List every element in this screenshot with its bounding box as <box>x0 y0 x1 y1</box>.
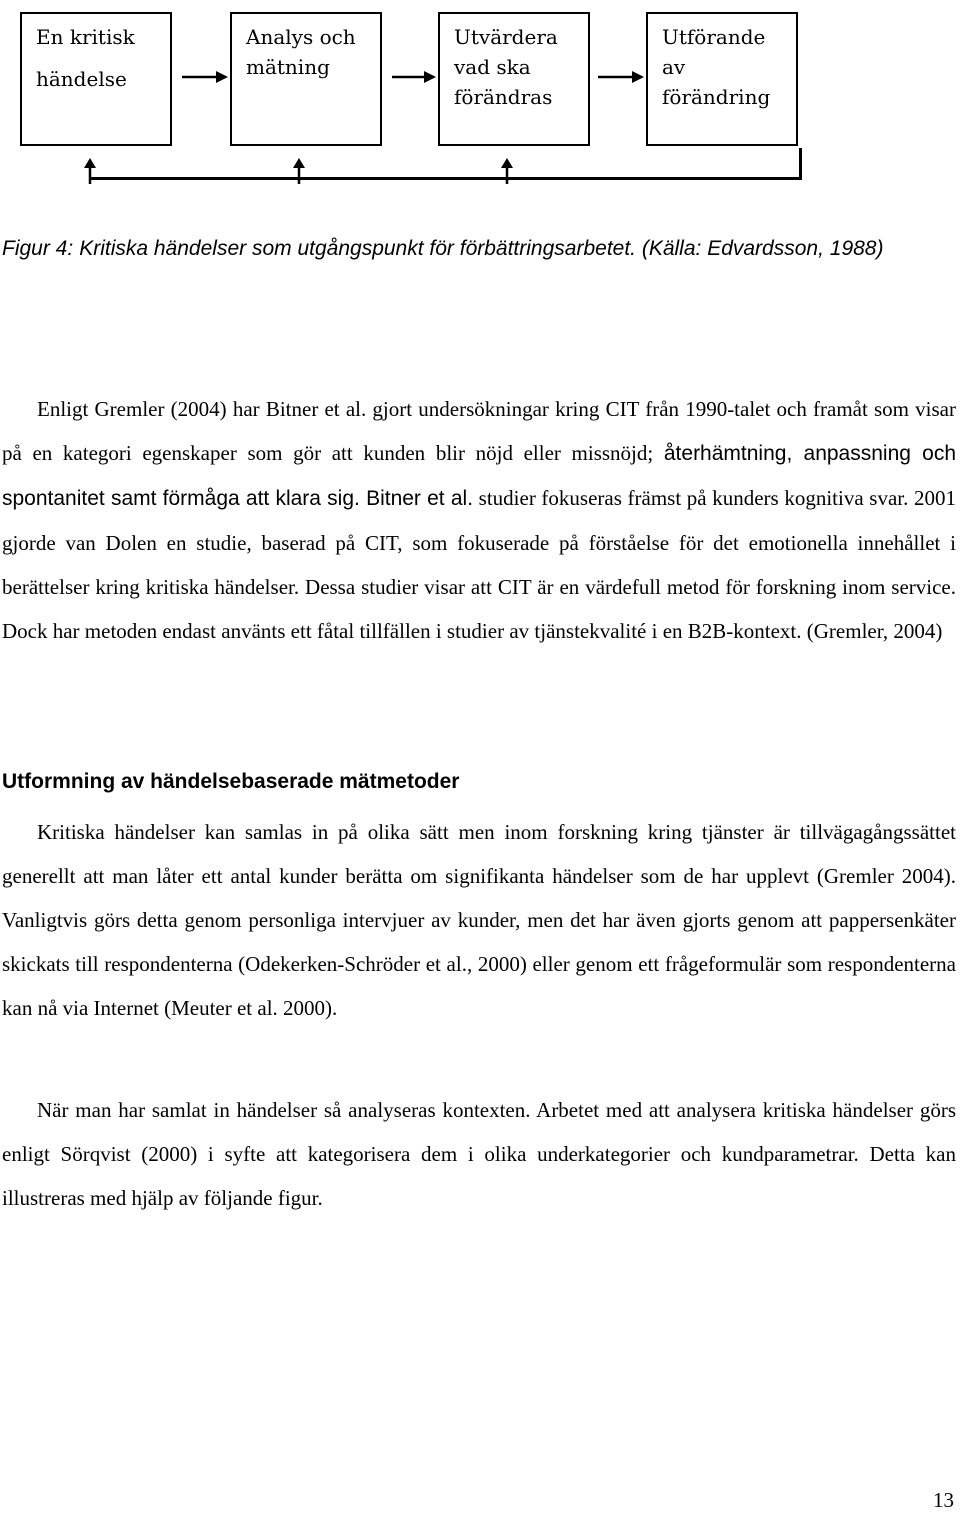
arrow-up-icon <box>83 158 97 184</box>
box-label: händelse <box>36 67 127 91</box>
box-critical-event <box>20 12 172 146</box>
box-label: Utvärdera <box>454 25 558 49</box>
box-label: Analys och <box>246 25 356 49</box>
arrow-right-icon <box>392 69 436 85</box>
paragraph-text: återhämtning, anpassning och spontanitet samt förmåga att klara sig. Bitner et al. <box>2 442 957 510</box>
box-label: förändras <box>454 85 553 109</box>
process-diagram <box>0 0 960 200</box>
paragraph-text: studier fokuseras främst på kunders kognitiva svar. 2001 gjorde van Dolen en studie, baserad på CIT, som fokuserade på förståelse för det emotionella innehållet i berättelser kring kritiska händelser. Dessa studier visar att CIT är en värdefull metod för forskning inom service. Dock har metoden endast använts ett fåtal tillfällen i studier av tjänstekvalité i en B2B-kontext. (Gremler, 2004) <box>2 486 956 643</box>
caption-label: Figur 4: <box>2 237 74 260</box>
section-heading: Utformning av händelsebaserade mätmetoder <box>2 770 460 793</box>
box-label: vad ska <box>454 55 531 79</box>
box-label: förändring <box>662 85 771 109</box>
paragraph-text: När man har samlat in händelser så analyseras kontexten. Arbetet med att analysera kritiska händelser görs enligt Sörqvist (2000) i syfte att kategorisera dem i olika underkategorier och kundparametrar. Detta kan illustreras med hjälp av följande figur. <box>2 1098 956 1210</box>
figure-caption <box>2 227 954 271</box>
arrow-up-icon <box>500 158 514 184</box>
box-label: mätning <box>246 55 330 79</box>
arrow-right-icon <box>598 69 644 85</box>
arrow-up-icon <box>292 158 306 184</box>
box-evaluate <box>438 12 590 146</box>
paragraph-text: Enligt Gremler (2004) har Bitner et al. gjort undersökningar kring CIT från 1990-talet och framåt som visar på en kategori egenskaper som gör att kunden blir nöjd eller missnöjd; <box>2 397 956 465</box>
caption-text: Kritiska händelser som utgångspunkt för förbättringsarbetet. (Källa: Edvardsson, 1988) <box>79 237 884 260</box>
box-label: Utförande <box>662 25 766 49</box>
box-analysis <box>230 12 382 146</box>
paragraph-analysis <box>2 1088 956 1220</box>
paragraph-text: Kritiska händelser kan samlas in på olika sätt men inom forskning kring tjänster är tillvägagångssättet generellt att man låter ett antal kunder berätta om signifikanta händelser som de har upplevt (Gremler 2004). Vanligtvis görs detta genom personliga intervjuer av kunder, men det har även gjorts genom att pappersenkäter skickats till respondenterna (Odekerken-Schröder et al., 2000) eller genom ett frågeformulär som respondenterna kan nå via Internet (Meuter et al. 2000). <box>2 820 956 1020</box>
paragraph-collection <box>2 810 956 1030</box>
feedback-line <box>799 148 802 180</box>
page-number: 13 <box>933 1488 954 1512</box>
box-label: av <box>662 55 686 79</box>
arrow-right-icon <box>182 69 228 85</box>
box-execute <box>646 12 798 146</box>
box-label: En kritisk <box>36 25 135 49</box>
paragraph-cit-studies <box>2 387 956 653</box>
feedback-line <box>89 177 801 180</box>
